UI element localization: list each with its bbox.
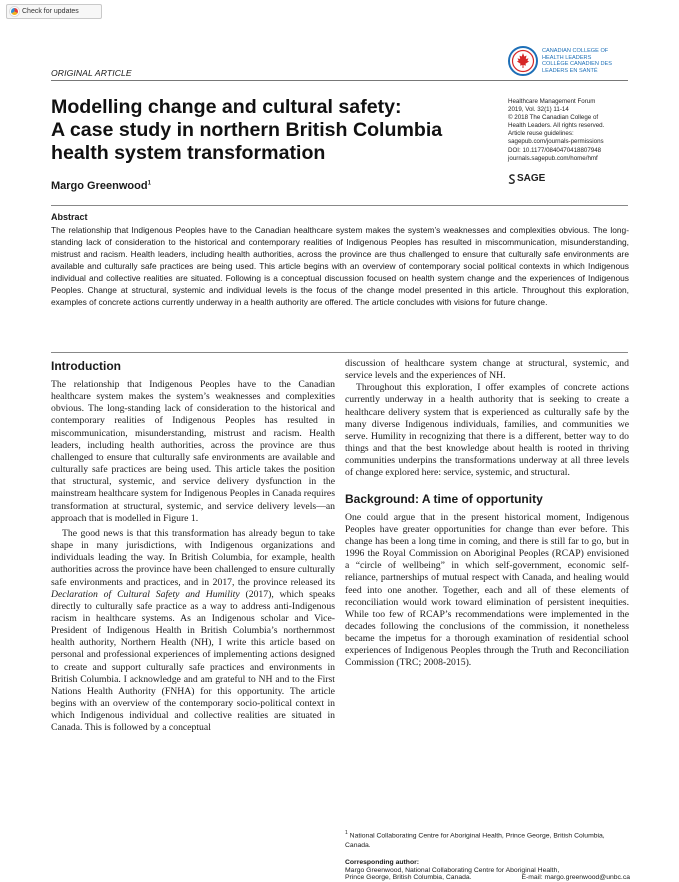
section-heading-background: Background: A time of opportunity [345,491,543,506]
intro-paragraph-3: Throughout this exploration, I offer examples of concrete actions currently underway in a health authority that is seeking to create a healthcare delivery system that is experienced as culturally safe by the many diverse Indigenous individuals, families, and communities we serve. Humility in recognizing that there is a different, better way to do things and that the best knowledge about health is rooted in thriving communities underpins the transformations underway at all three levels of change explored here: service, systemic, and structural. [345,382,629,479]
affiliation-mark: 1 [147,180,151,187]
publisher-logo [508,44,626,84]
sage-swirl-icon [508,174,516,184]
check-updates-label: Check for updates [22,8,79,15]
permissions-link[interactable]: sagepub.com/journals-permissions [508,138,604,146]
corresponding-author-address: Prince George, British Columbia, Canada. [345,874,472,881]
background-paragraph-1: One could argue that in the present historical moment, Indigenous Peoples have greater opportunities for change than ever before. This change has been a long time in coming, and there is still far to go, but in 1996 the Royal Commission on Aboriginal Peoples (RCAP) envisioned a “circle of wellbeing” in which self-government, economic self-reliance, partnerships of mutual respect with Canada, and healing would feed into one another. Together, each and all of these elements of reconciliation would work toward elimination of persistent inequities. While too few of RCAP’s recommendations were implemented in the decades following the conclusions of the commission, it nonetheless became the impetus for a thorough examination of residential school experiences of Indigenous Peoples through the Truth and Reconciliation Commission (TRC; 2008-2015). [345,511,629,669]
crossmark-icon [10,7,19,16]
declaration-title: Declaration of Cultural Safety and Humility [51,588,240,600]
section-heading-introduction: Introduction [51,359,121,373]
doi-link[interactable]: DOI: 10.1177/0840470418807948 [508,146,602,154]
sage-logo: SAGE [508,173,545,184]
affiliation-footnote: $^1$ National Collaborating Centre for Aboriginal Health, Prince George, British Columbia, Canada. [345,830,605,849]
right-column [345,358,629,670]
abstract-text: The relationship that Indigenous Peoples have to the Canadian healthcare system makes the system’s weaknesses and complexities obvious. The long-standing lack of consideration to the historical and contemporary realities of Indigenous Peoples has resulted in miscommunication, misunderstanding, mistrust and racism. Health leaders, including health authorities, across the province are thus challenged to ensure that culturally safe environments are available and culturally safe practices are being used. This article begins with an overview of contemporary social political contexts in which Indigenous individual and collective realities are situated. Following is a conceptual discussion focused on health system change and the experiences of Indigenous Peoples. Change at structural, systemic and individual levels is the focus of the change model presented in this article. Throughout this exploration, examples of concrete actions currently underway in a health authority are offered. The article concludes with visions for future change. [51,225,629,308]
corresponding-author-email[interactable]: E-mail: margo.greenwood@unbc.ca [521,874,630,881]
check-for-updates-button[interactable] [6,4,102,19]
author-name: Margo Greenwood$^1$ [51,180,151,192]
logo-text: CANADIAN COLLEGE OF HEALTH LEADERS COLLÈGE CANADIEN DES LEADERS EN SANTÉ [542,48,612,74]
journal-home-link[interactable]: journals.sagepub.com/home/hmf [508,154,598,162]
corresponding-author: Corresponding author: [345,859,420,866]
left-column [51,358,335,735]
article-type-label: ORIGINAL ARTICLE [51,68,132,78]
abstract-divider [51,205,628,206]
corresponding-author-details: Margo Greenwood, National Collaborating Centre for Aboriginal Health, [345,867,560,874]
intro-paragraph-2-continued: discussion of healthcare system change at structural, systemic, and service levels and the experiences of NH. [345,358,629,382]
abstract-heading: Abstract [51,212,88,222]
body-divider [51,352,628,353]
intro-paragraph-2: The good news is that this transformation has already begun to take shape in many jurisdictions, with Indigenous organizations and individuals leading the way. In British Columbia, for example, health authorities across the province have been challenged to ensure culturally safe environments and practices, and in 2017, the province released its Declaration of Cultural Safety and Humility (2017), which speaks directly to culturally safe practice as a way to address anti-Indigenous racism in healthcare systems. As an Indigenous scholar and Vice-President of Indigenous Health in British Columbia’s northernmost health authority, Northern Health (NH), I write this article based on personal and professional experiences of implementing actions designed to create and support culturally safe practices and environments in British Columbia. I acknowledge and am grateful to NH and to the First Nations Health Authority (FNHA) for this opportunity. The article begins with an overview of the contemporary socio-political context in which Indigenous individual and collective realities are situated in Canada. This is followed by a conceptual [51,527,335,734]
intro-paragraph-1: The relationship that Indigenous Peoples have to the Canadian healthcare system makes the system’s weaknesses and complexities obvious. The long-standing lack of consideration to the historical and contemporary realities of Indigenous Peoples has resulted in miscommunication, misunderstanding, mistrust and racism. Health leaders, including health authorities, across the province are thus challenged to ensure that culturally safe environments are available and culturally safe practices are being used. This article takes the position that structural, systemic, and service delivery dysfunction in the mainstream healthcare system for Indigenous Peoples in Canada requires transformation at structural, systemic, and service delivery levels—an approach that is modelled in Figure 1. [51,379,335,524]
article-title: Modelling change and cultural safety: A case study in northern British Columbia health system transformation [51,96,443,164]
maple-leaf-emblem-icon [508,46,538,76]
journal-info: Healthcare Management Forum 2019, Vol. 32(1) 11-14 © 2018 The Canadian College of Health Leaders. All rights reserved. Article reuse guidelines: sagepub.com/journals-permissions DOI: 10.1177/0840470418807948 journals.sagepub.com/home/hmf [508,98,633,163]
